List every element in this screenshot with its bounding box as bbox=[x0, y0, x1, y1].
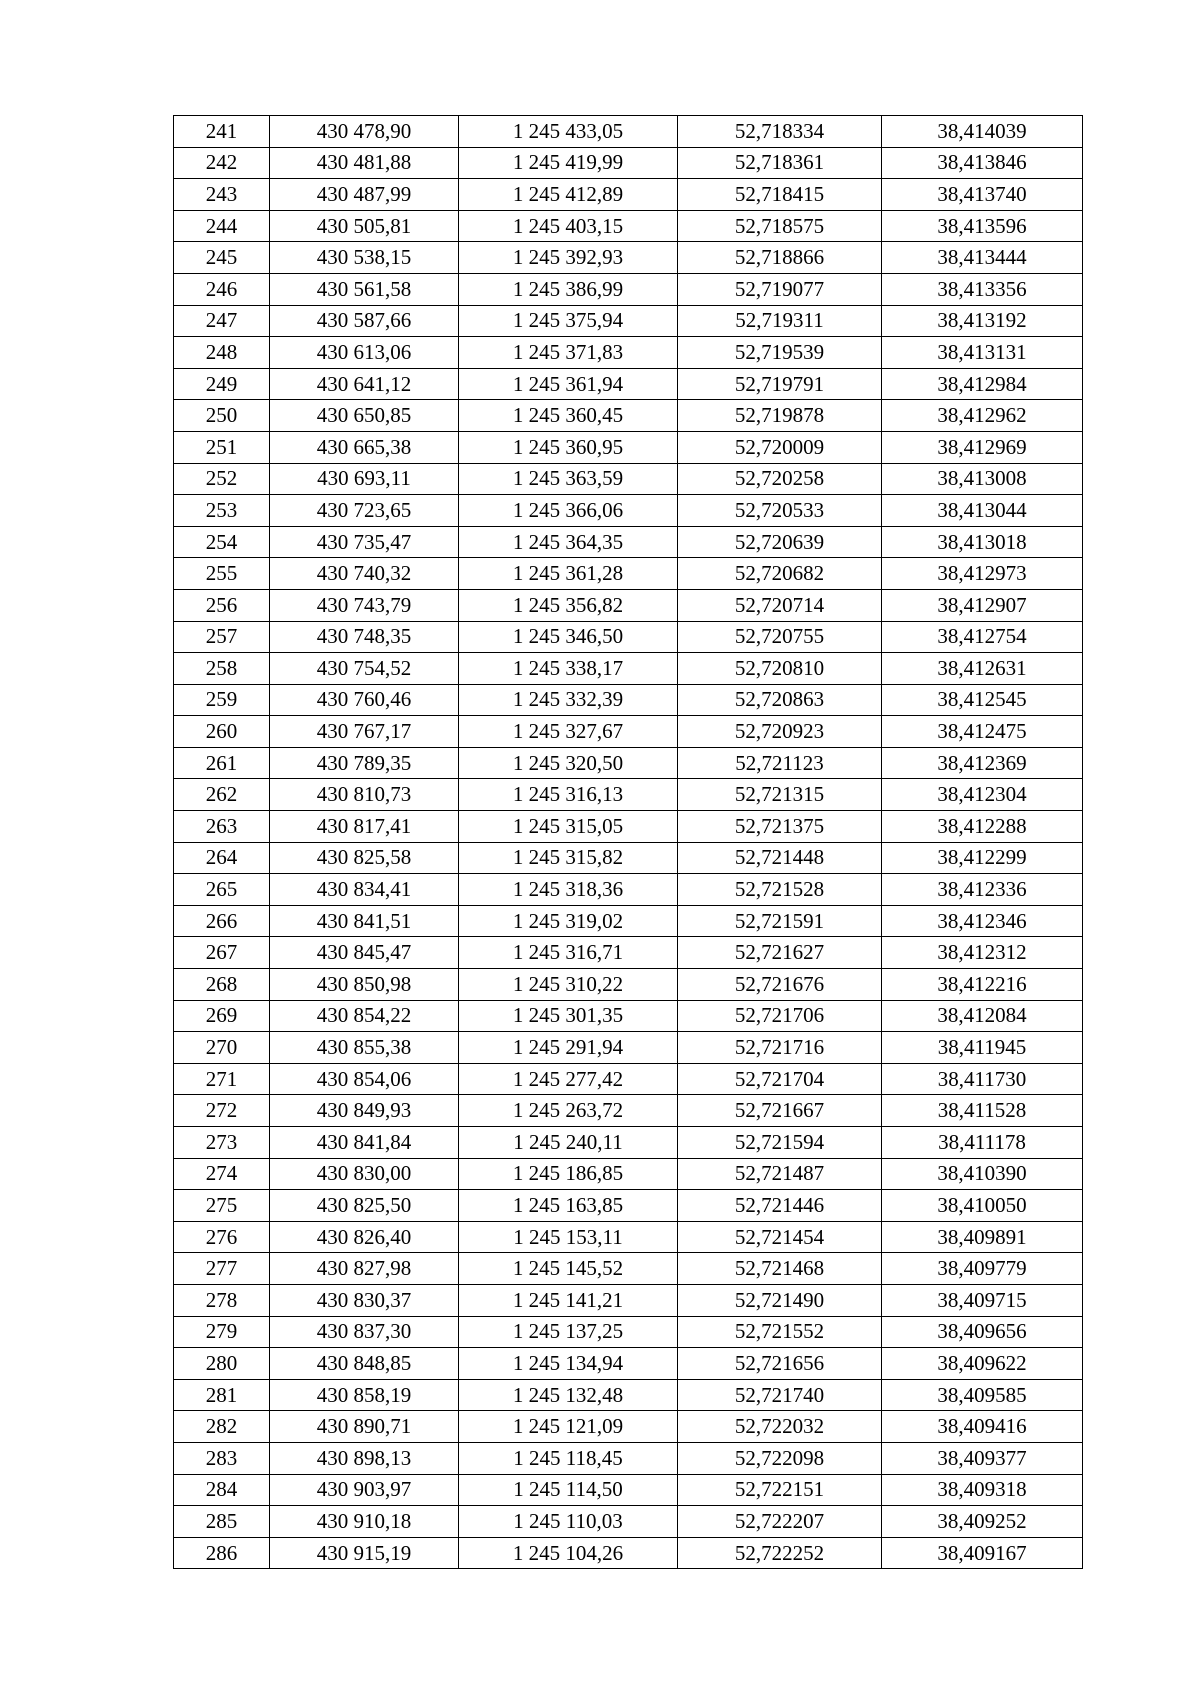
y-coordinate-cell: 1 245 356,82 bbox=[459, 589, 678, 621]
x-coordinate-cell: 430 837,30 bbox=[270, 1316, 459, 1348]
latitude-cell: 52,719539 bbox=[678, 337, 882, 369]
x-coordinate-cell: 430 890,71 bbox=[270, 1411, 459, 1443]
latitude-cell: 52,719077 bbox=[678, 273, 882, 305]
longitude-cell: 38,409779 bbox=[882, 1253, 1083, 1285]
point-number-cell: 263 bbox=[174, 811, 270, 843]
point-number-cell: 278 bbox=[174, 1284, 270, 1316]
x-coordinate-cell: 430 817,41 bbox=[270, 811, 459, 843]
y-coordinate-cell: 1 245 346,50 bbox=[459, 621, 678, 653]
table-row bbox=[174, 1474, 1083, 1506]
longitude-cell: 38,409377 bbox=[882, 1442, 1083, 1474]
latitude-cell: 52,721446 bbox=[678, 1190, 882, 1222]
point-number-cell: 249 bbox=[174, 368, 270, 400]
table-row bbox=[174, 337, 1083, 369]
point-number-cell: 284 bbox=[174, 1474, 270, 1506]
point-number-cell: 255 bbox=[174, 558, 270, 590]
y-coordinate-cell: 1 245 327,67 bbox=[459, 716, 678, 748]
point-number-cell: 270 bbox=[174, 1032, 270, 1064]
x-coordinate-cell: 430 825,58 bbox=[270, 842, 459, 874]
longitude-cell: 38,410390 bbox=[882, 1158, 1083, 1190]
latitude-cell: 52,720755 bbox=[678, 621, 882, 653]
y-coordinate-cell: 1 245 163,85 bbox=[459, 1190, 678, 1222]
y-coordinate-cell: 1 245 320,50 bbox=[459, 747, 678, 779]
point-number-cell: 253 bbox=[174, 495, 270, 527]
longitude-cell: 38,412754 bbox=[882, 621, 1083, 653]
table-row bbox=[174, 1253, 1083, 1285]
table-row bbox=[174, 747, 1083, 779]
x-coordinate-cell: 430 841,84 bbox=[270, 1127, 459, 1159]
latitude-cell: 52,721490 bbox=[678, 1284, 882, 1316]
latitude-cell: 52,720714 bbox=[678, 589, 882, 621]
y-coordinate-cell: 1 245 360,95 bbox=[459, 431, 678, 463]
y-coordinate-cell: 1 245 110,03 bbox=[459, 1506, 678, 1538]
longitude-cell: 38,412545 bbox=[882, 684, 1083, 716]
longitude-cell: 38,410050 bbox=[882, 1190, 1083, 1222]
point-number-cell: 254 bbox=[174, 526, 270, 558]
latitude-cell: 52,721552 bbox=[678, 1316, 882, 1348]
longitude-cell: 38,413131 bbox=[882, 337, 1083, 369]
longitude-cell: 38,411528 bbox=[882, 1095, 1083, 1127]
latitude-cell: 52,721448 bbox=[678, 842, 882, 874]
latitude-cell: 52,721656 bbox=[678, 1348, 882, 1380]
x-coordinate-cell: 430 487,99 bbox=[270, 179, 459, 211]
longitude-cell: 38,409656 bbox=[882, 1316, 1083, 1348]
latitude-cell: 52,722252 bbox=[678, 1537, 882, 1569]
latitude-cell: 52,721676 bbox=[678, 969, 882, 1001]
latitude-cell: 52,722032 bbox=[678, 1411, 882, 1443]
x-coordinate-cell: 430 850,98 bbox=[270, 969, 459, 1001]
y-coordinate-cell: 1 245 319,02 bbox=[459, 905, 678, 937]
longitude-cell: 38,412631 bbox=[882, 653, 1083, 685]
point-number-cell: 257 bbox=[174, 621, 270, 653]
point-number-cell: 264 bbox=[174, 842, 270, 874]
y-coordinate-cell: 1 245 121,09 bbox=[459, 1411, 678, 1443]
longitude-cell: 38,409416 bbox=[882, 1411, 1083, 1443]
table-row bbox=[174, 305, 1083, 337]
y-coordinate-cell: 1 245 310,22 bbox=[459, 969, 678, 1001]
y-coordinate-cell: 1 245 386,99 bbox=[459, 273, 678, 305]
latitude-cell: 52,720682 bbox=[678, 558, 882, 590]
y-coordinate-cell: 1 245 132,48 bbox=[459, 1379, 678, 1411]
x-coordinate-cell: 430 848,85 bbox=[270, 1348, 459, 1380]
latitude-cell: 52,721454 bbox=[678, 1221, 882, 1253]
table-row bbox=[174, 1442, 1083, 1474]
x-coordinate-cell: 430 789,35 bbox=[270, 747, 459, 779]
y-coordinate-cell: 1 245 338,17 bbox=[459, 653, 678, 685]
table-row bbox=[174, 684, 1083, 716]
table-row bbox=[174, 779, 1083, 811]
y-coordinate-cell: 1 245 375,94 bbox=[459, 305, 678, 337]
table-row bbox=[174, 905, 1083, 937]
latitude-cell: 52,721315 bbox=[678, 779, 882, 811]
y-coordinate-cell: 1 245 291,94 bbox=[459, 1032, 678, 1064]
longitude-cell: 38,413044 bbox=[882, 495, 1083, 527]
x-coordinate-cell: 430 740,32 bbox=[270, 558, 459, 590]
point-number-cell: 259 bbox=[174, 684, 270, 716]
longitude-cell: 38,412299 bbox=[882, 842, 1083, 874]
latitude-cell: 52,720863 bbox=[678, 684, 882, 716]
longitude-cell: 38,409585 bbox=[882, 1379, 1083, 1411]
table-row bbox=[174, 1537, 1083, 1569]
longitude-cell: 38,413356 bbox=[882, 273, 1083, 305]
x-coordinate-cell: 430 650,85 bbox=[270, 400, 459, 432]
table-row bbox=[174, 179, 1083, 211]
longitude-cell: 38,412304 bbox=[882, 779, 1083, 811]
table-row bbox=[174, 653, 1083, 685]
longitude-cell: 38,413596 bbox=[882, 210, 1083, 242]
table-row bbox=[174, 558, 1083, 590]
table-row bbox=[174, 842, 1083, 874]
longitude-cell: 38,412346 bbox=[882, 905, 1083, 937]
latitude-cell: 52,721375 bbox=[678, 811, 882, 843]
table-row bbox=[174, 526, 1083, 558]
longitude-cell: 38,412973 bbox=[882, 558, 1083, 590]
point-number-cell: 274 bbox=[174, 1158, 270, 1190]
latitude-cell: 52,721123 bbox=[678, 747, 882, 779]
latitude-cell: 52,722207 bbox=[678, 1506, 882, 1538]
point-number-cell: 267 bbox=[174, 937, 270, 969]
y-coordinate-cell: 1 245 263,72 bbox=[459, 1095, 678, 1127]
point-number-cell: 252 bbox=[174, 463, 270, 495]
x-coordinate-cell: 430 693,11 bbox=[270, 463, 459, 495]
latitude-cell: 52,719791 bbox=[678, 368, 882, 400]
longitude-cell: 38,412084 bbox=[882, 1000, 1083, 1032]
point-number-cell: 271 bbox=[174, 1063, 270, 1095]
x-coordinate-cell: 430 743,79 bbox=[270, 589, 459, 621]
x-coordinate-cell: 430 915,19 bbox=[270, 1537, 459, 1569]
y-coordinate-cell: 1 245 316,13 bbox=[459, 779, 678, 811]
table-row bbox=[174, 1411, 1083, 1443]
point-number-cell: 256 bbox=[174, 589, 270, 621]
y-coordinate-cell: 1 245 315,05 bbox=[459, 811, 678, 843]
latitude-cell: 52,721706 bbox=[678, 1000, 882, 1032]
table-row bbox=[174, 273, 1083, 305]
longitude-cell: 38,412336 bbox=[882, 874, 1083, 906]
table-row bbox=[174, 716, 1083, 748]
x-coordinate-cell: 430 854,22 bbox=[270, 1000, 459, 1032]
x-coordinate-cell: 430 665,38 bbox=[270, 431, 459, 463]
table-row bbox=[174, 1221, 1083, 1253]
latitude-cell: 52,721627 bbox=[678, 937, 882, 969]
x-coordinate-cell: 430 538,15 bbox=[270, 242, 459, 274]
longitude-cell: 38,409318 bbox=[882, 1474, 1083, 1506]
x-coordinate-cell: 430 478,90 bbox=[270, 116, 459, 148]
point-number-cell: 281 bbox=[174, 1379, 270, 1411]
longitude-cell: 38,412962 bbox=[882, 400, 1083, 432]
latitude-cell: 52,720258 bbox=[678, 463, 882, 495]
y-coordinate-cell: 1 245 318,36 bbox=[459, 874, 678, 906]
point-number-cell: 268 bbox=[174, 969, 270, 1001]
point-number-cell: 279 bbox=[174, 1316, 270, 1348]
table-row bbox=[174, 1506, 1083, 1538]
y-coordinate-cell: 1 245 315,82 bbox=[459, 842, 678, 874]
latitude-cell: 52,722098 bbox=[678, 1442, 882, 1474]
table-row bbox=[174, 1316, 1083, 1348]
x-coordinate-cell: 430 826,40 bbox=[270, 1221, 459, 1253]
y-coordinate-cell: 1 245 433,05 bbox=[459, 116, 678, 148]
longitude-cell: 38,412216 bbox=[882, 969, 1083, 1001]
point-number-cell: 243 bbox=[174, 179, 270, 211]
y-coordinate-cell: 1 245 118,45 bbox=[459, 1442, 678, 1474]
x-coordinate-cell: 430 855,38 bbox=[270, 1032, 459, 1064]
y-coordinate-cell: 1 245 134,94 bbox=[459, 1348, 678, 1380]
x-coordinate-cell: 430 903,97 bbox=[270, 1474, 459, 1506]
point-number-cell: 276 bbox=[174, 1221, 270, 1253]
point-number-cell: 280 bbox=[174, 1348, 270, 1380]
point-number-cell: 245 bbox=[174, 242, 270, 274]
x-coordinate-cell: 430 841,51 bbox=[270, 905, 459, 937]
table-row bbox=[174, 463, 1083, 495]
x-coordinate-cell: 430 641,12 bbox=[270, 368, 459, 400]
y-coordinate-cell: 1 245 153,11 bbox=[459, 1221, 678, 1253]
y-coordinate-cell: 1 245 361,94 bbox=[459, 368, 678, 400]
table-row bbox=[174, 589, 1083, 621]
y-coordinate-cell: 1 245 332,39 bbox=[459, 684, 678, 716]
y-coordinate-cell: 1 245 186,85 bbox=[459, 1158, 678, 1190]
table-row bbox=[174, 1063, 1083, 1095]
point-number-cell: 250 bbox=[174, 400, 270, 432]
longitude-cell: 38,412969 bbox=[882, 431, 1083, 463]
latitude-cell: 52,718361 bbox=[678, 147, 882, 179]
table-row bbox=[174, 811, 1083, 843]
point-number-cell: 275 bbox=[174, 1190, 270, 1222]
longitude-cell: 38,412288 bbox=[882, 811, 1083, 843]
longitude-cell: 38,409622 bbox=[882, 1348, 1083, 1380]
longitude-cell: 38,412475 bbox=[882, 716, 1083, 748]
longitude-cell: 38,414039 bbox=[882, 116, 1083, 148]
latitude-cell: 52,721487 bbox=[678, 1158, 882, 1190]
longitude-cell: 38,413008 bbox=[882, 463, 1083, 495]
longitude-cell: 38,412312 bbox=[882, 937, 1083, 969]
point-number-cell: 241 bbox=[174, 116, 270, 148]
longitude-cell: 38,412984 bbox=[882, 368, 1083, 400]
x-coordinate-cell: 430 854,06 bbox=[270, 1063, 459, 1095]
latitude-cell: 52,720533 bbox=[678, 495, 882, 527]
table-row bbox=[174, 147, 1083, 179]
latitude-cell: 52,720923 bbox=[678, 716, 882, 748]
y-coordinate-cell: 1 245 403,15 bbox=[459, 210, 678, 242]
x-coordinate-cell: 430 760,46 bbox=[270, 684, 459, 716]
point-number-cell: 269 bbox=[174, 1000, 270, 1032]
table-row bbox=[174, 937, 1083, 969]
x-coordinate-cell: 430 754,52 bbox=[270, 653, 459, 685]
point-number-cell: 251 bbox=[174, 431, 270, 463]
y-coordinate-cell: 1 245 371,83 bbox=[459, 337, 678, 369]
y-coordinate-cell: 1 245 392,93 bbox=[459, 242, 678, 274]
latitude-cell: 52,721528 bbox=[678, 874, 882, 906]
point-number-cell: 285 bbox=[174, 1506, 270, 1538]
latitude-cell: 52,721704 bbox=[678, 1063, 882, 1095]
x-coordinate-cell: 430 767,17 bbox=[270, 716, 459, 748]
longitude-cell: 38,409891 bbox=[882, 1221, 1083, 1253]
table-row bbox=[174, 621, 1083, 653]
latitude-cell: 52,718866 bbox=[678, 242, 882, 274]
x-coordinate-cell: 430 825,50 bbox=[270, 1190, 459, 1222]
table-row bbox=[174, 1348, 1083, 1380]
latitude-cell: 52,718415 bbox=[678, 179, 882, 211]
table-row bbox=[174, 400, 1083, 432]
latitude-cell: 52,722151 bbox=[678, 1474, 882, 1506]
table-row bbox=[174, 1158, 1083, 1190]
point-number-cell: 244 bbox=[174, 210, 270, 242]
point-number-cell: 247 bbox=[174, 305, 270, 337]
y-coordinate-cell: 1 245 240,11 bbox=[459, 1127, 678, 1159]
x-coordinate-cell: 430 898,13 bbox=[270, 1442, 459, 1474]
y-coordinate-cell: 1 245 412,89 bbox=[459, 179, 678, 211]
table-row bbox=[174, 874, 1083, 906]
y-coordinate-cell: 1 245 360,45 bbox=[459, 400, 678, 432]
x-coordinate-cell: 430 723,65 bbox=[270, 495, 459, 527]
point-number-cell: 262 bbox=[174, 779, 270, 811]
point-number-cell: 246 bbox=[174, 273, 270, 305]
latitude-cell: 52,720639 bbox=[678, 526, 882, 558]
table-row bbox=[174, 242, 1083, 274]
latitude-cell: 52,721591 bbox=[678, 905, 882, 937]
x-coordinate-cell: 430 858,19 bbox=[270, 1379, 459, 1411]
latitude-cell: 52,720009 bbox=[678, 431, 882, 463]
longitude-cell: 38,411730 bbox=[882, 1063, 1083, 1095]
point-number-cell: 260 bbox=[174, 716, 270, 748]
x-coordinate-cell: 430 505,81 bbox=[270, 210, 459, 242]
coordinates-table-body bbox=[174, 116, 1083, 1569]
y-coordinate-cell: 1 245 366,06 bbox=[459, 495, 678, 527]
table-row bbox=[174, 1284, 1083, 1316]
point-number-cell: 283 bbox=[174, 1442, 270, 1474]
x-coordinate-cell: 430 481,88 bbox=[270, 147, 459, 179]
y-coordinate-cell: 1 245 363,59 bbox=[459, 463, 678, 495]
x-coordinate-cell: 430 910,18 bbox=[270, 1506, 459, 1538]
y-coordinate-cell: 1 245 364,35 bbox=[459, 526, 678, 558]
longitude-cell: 38,413018 bbox=[882, 526, 1083, 558]
x-coordinate-cell: 430 748,35 bbox=[270, 621, 459, 653]
y-coordinate-cell: 1 245 277,42 bbox=[459, 1063, 678, 1095]
longitude-cell: 38,409167 bbox=[882, 1537, 1083, 1569]
y-coordinate-cell: 1 245 419,99 bbox=[459, 147, 678, 179]
latitude-cell: 52,721468 bbox=[678, 1253, 882, 1285]
longitude-cell: 38,413740 bbox=[882, 179, 1083, 211]
x-coordinate-cell: 430 845,47 bbox=[270, 937, 459, 969]
y-coordinate-cell: 1 245 141,21 bbox=[459, 1284, 678, 1316]
x-coordinate-cell: 430 830,00 bbox=[270, 1158, 459, 1190]
latitude-cell: 52,721667 bbox=[678, 1095, 882, 1127]
y-coordinate-cell: 1 245 137,25 bbox=[459, 1316, 678, 1348]
longitude-cell: 38,411945 bbox=[882, 1032, 1083, 1064]
table-row bbox=[174, 116, 1083, 148]
longitude-cell: 38,411178 bbox=[882, 1127, 1083, 1159]
table-row bbox=[174, 1032, 1083, 1064]
point-number-cell: 261 bbox=[174, 747, 270, 779]
table-row bbox=[174, 495, 1083, 527]
x-coordinate-cell: 430 834,41 bbox=[270, 874, 459, 906]
latitude-cell: 52,721594 bbox=[678, 1127, 882, 1159]
x-coordinate-cell: 430 810,73 bbox=[270, 779, 459, 811]
x-coordinate-cell: 430 561,58 bbox=[270, 273, 459, 305]
x-coordinate-cell: 430 830,37 bbox=[270, 1284, 459, 1316]
point-number-cell: 248 bbox=[174, 337, 270, 369]
table-row bbox=[174, 431, 1083, 463]
point-number-cell: 266 bbox=[174, 905, 270, 937]
table-row bbox=[174, 368, 1083, 400]
point-number-cell: 286 bbox=[174, 1537, 270, 1569]
table-row bbox=[174, 1127, 1083, 1159]
latitude-cell: 52,718575 bbox=[678, 210, 882, 242]
x-coordinate-cell: 430 613,06 bbox=[270, 337, 459, 369]
latitude-cell: 52,719878 bbox=[678, 400, 882, 432]
latitude-cell: 52,718334 bbox=[678, 116, 882, 148]
latitude-cell: 52,720810 bbox=[678, 653, 882, 685]
y-coordinate-cell: 1 245 301,35 bbox=[459, 1000, 678, 1032]
latitude-cell: 52,719311 bbox=[678, 305, 882, 337]
table-row bbox=[174, 1095, 1083, 1127]
x-coordinate-cell: 430 735,47 bbox=[270, 526, 459, 558]
x-coordinate-cell: 430 849,93 bbox=[270, 1095, 459, 1127]
table-row bbox=[174, 1379, 1083, 1411]
x-coordinate-cell: 430 587,66 bbox=[270, 305, 459, 337]
table-row bbox=[174, 1000, 1083, 1032]
longitude-cell: 38,413444 bbox=[882, 242, 1083, 274]
point-number-cell: 265 bbox=[174, 874, 270, 906]
longitude-cell: 38,413192 bbox=[882, 305, 1083, 337]
point-number-cell: 282 bbox=[174, 1411, 270, 1443]
point-number-cell: 277 bbox=[174, 1253, 270, 1285]
latitude-cell: 52,721716 bbox=[678, 1032, 882, 1064]
longitude-cell: 38,412907 bbox=[882, 589, 1083, 621]
point-number-cell: 242 bbox=[174, 147, 270, 179]
y-coordinate-cell: 1 245 145,52 bbox=[459, 1253, 678, 1285]
table-row bbox=[174, 1190, 1083, 1222]
longitude-cell: 38,413846 bbox=[882, 147, 1083, 179]
table-row bbox=[174, 210, 1083, 242]
longitude-cell: 38,409715 bbox=[882, 1284, 1083, 1316]
coordinates-table bbox=[173, 115, 1083, 1569]
longitude-cell: 38,409252 bbox=[882, 1506, 1083, 1538]
x-coordinate-cell: 430 827,98 bbox=[270, 1253, 459, 1285]
table-row bbox=[174, 969, 1083, 1001]
latitude-cell: 52,721740 bbox=[678, 1379, 882, 1411]
point-number-cell: 258 bbox=[174, 653, 270, 685]
y-coordinate-cell: 1 245 361,28 bbox=[459, 558, 678, 590]
point-number-cell: 272 bbox=[174, 1095, 270, 1127]
longitude-cell: 38,412369 bbox=[882, 747, 1083, 779]
point-number-cell: 273 bbox=[174, 1127, 270, 1159]
y-coordinate-cell: 1 245 316,71 bbox=[459, 937, 678, 969]
y-coordinate-cell: 1 245 114,50 bbox=[459, 1474, 678, 1506]
y-coordinate-cell: 1 245 104,26 bbox=[459, 1537, 678, 1569]
